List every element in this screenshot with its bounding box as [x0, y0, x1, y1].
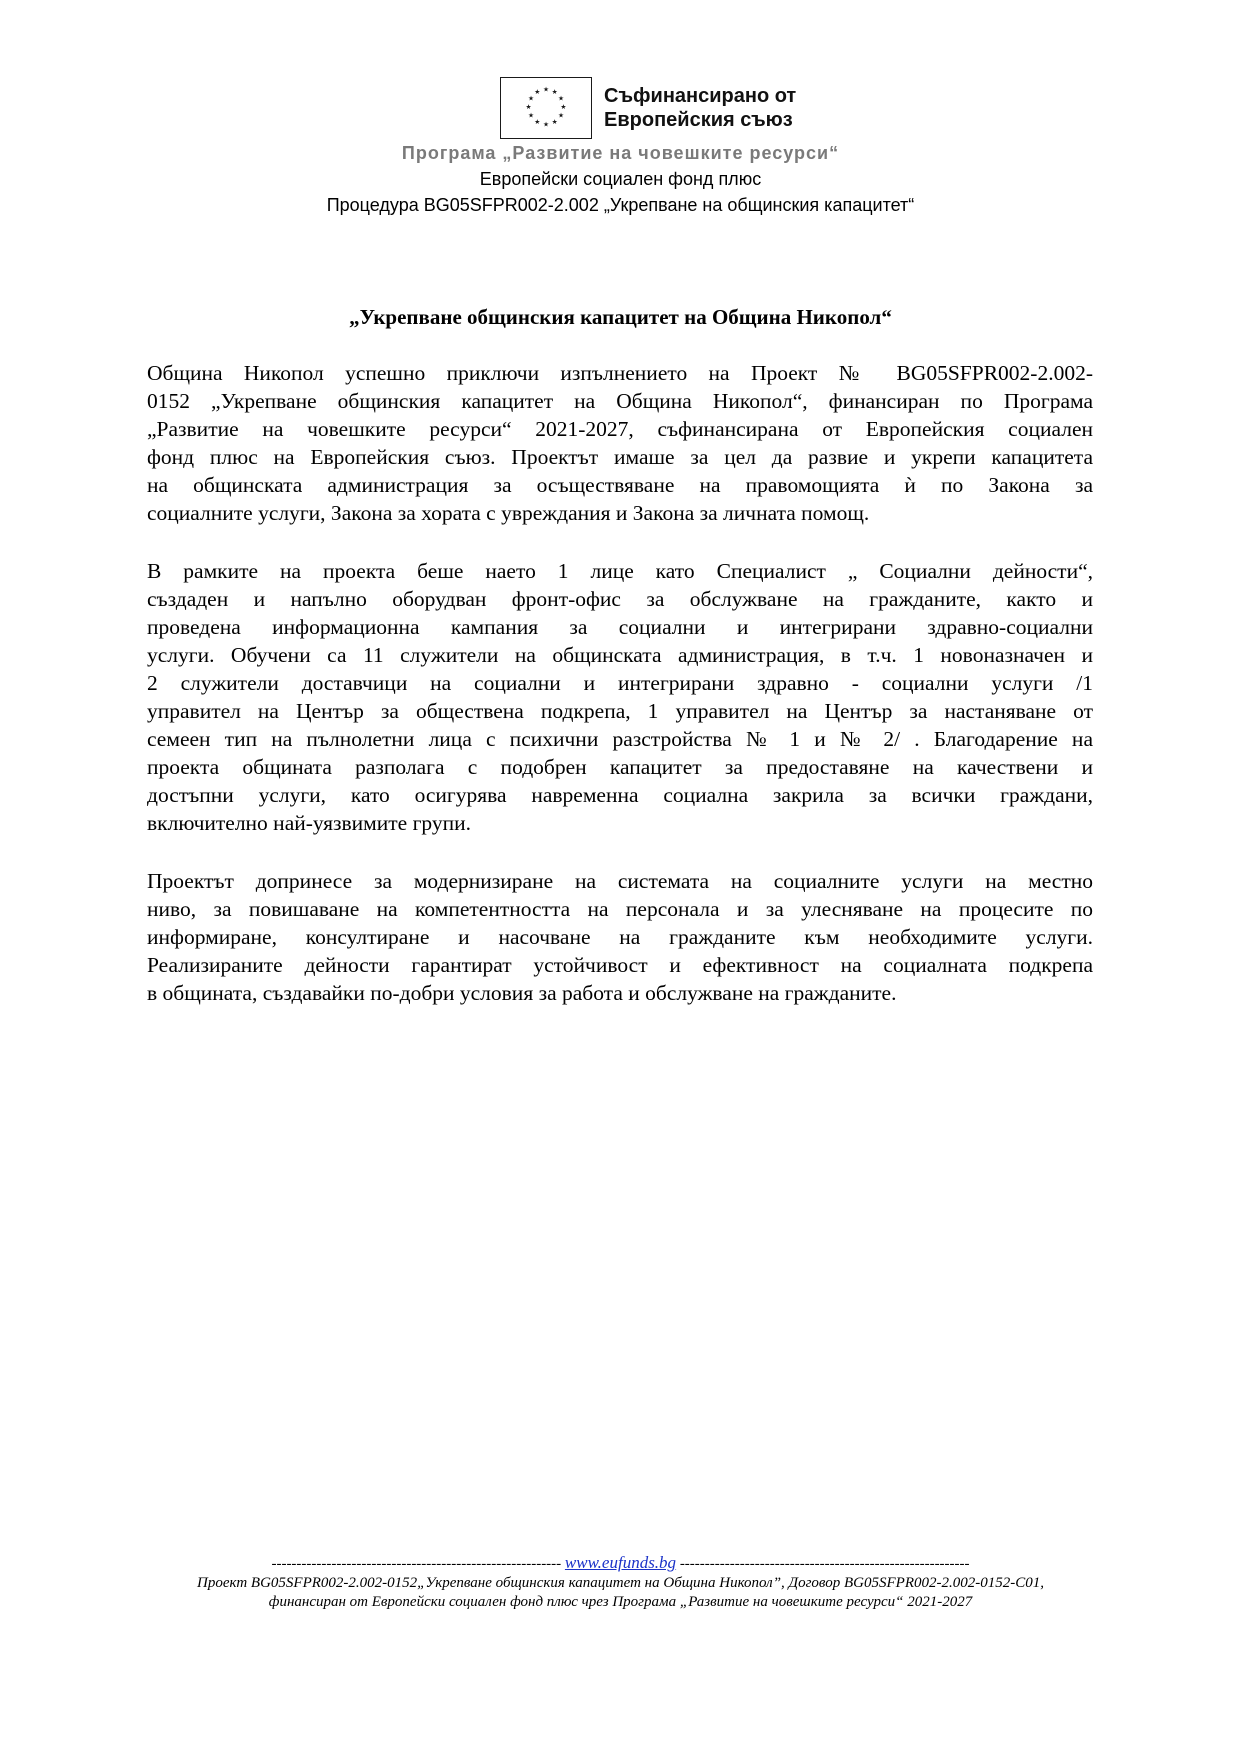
- document-title: „Укрепване общинския капацитет на Община Никопол“: [349, 305, 892, 329]
- footer-rule-left: ----------------------------------------------------------: [271, 1556, 562, 1572]
- footer-note-line-2: финансиран от Европейски социален фонд плюс чрез Програма „Развитие на човешките ресурси“ 2021-2027: [268, 1594, 973, 1610]
- paragraph-line: Община Никопол успешно приключи изпълнението на Проект № BG05SFPR002-2.002-: [147, 361, 1093, 385]
- svg-text:★: ★: [542, 120, 550, 129]
- paragraph-line: на общинската администрация за осъществяване на правомощията ѝ по Закона за: [147, 473, 1093, 497]
- paragraph-line: достъпни услуги, като осигурява навременна социална закрила за всички граждани,: [147, 783, 1093, 807]
- cofinanced-label: [604, 84, 796, 132]
- paragraph-line: управител на Център за обществена подкрепа, 1 управител на Център за настаняване от: [147, 699, 1093, 723]
- svg-text:★: ★: [527, 94, 535, 103]
- paragraph-line: услуги. Обучени са 11 служители на общинската администрация, в т.ч. 1 новоназначен и: [147, 643, 1093, 667]
- paragraph-line: фонд плюс на Европейския съюз. Проектът имаше за цел да развие и укрепи капацитета: [147, 445, 1093, 469]
- svg-text:★: ★: [525, 102, 532, 111]
- fund-name: Европейски социален фонд плюс: [479, 169, 762, 189]
- page-footer: [0, 1553, 1241, 1612]
- eufunds-link[interactable]: www.eufunds.bg: [564, 1553, 677, 1572]
- paragraph-line: семеен тип на пълнолетни лица с психични разстройства № 1 и № 2/ . Благодарение на: [147, 727, 1093, 751]
- paragraph-line: проведена информационна кампания за социални и интегрирани здравно-социални: [147, 615, 1093, 639]
- paragraph-line: в общината, създавайки по-добри условия за работа и обслужване на гражданите.: [147, 981, 897, 1005]
- paragraph-line: ниво, за повишаване на компетентността на персонала и за улесняване на процесите по: [147, 897, 1093, 921]
- svg-text:★: ★: [527, 111, 535, 120]
- paragraph-1: [147, 359, 1093, 527]
- paragraph-2: [147, 557, 1093, 837]
- paragraph-line: информиране, консултиране и насочване на гражданите към необходимите услуги.: [147, 925, 1093, 949]
- paragraph-line: социалните услуги, Закона за хората с увреждания и Закона за личната помощ.: [147, 501, 870, 525]
- svg-text:★: ★: [551, 87, 558, 96]
- footer-rule-right: ----------------------------------------------------------: [679, 1556, 970, 1572]
- paragraph-line: включително най-уязвимите групи.: [147, 811, 472, 835]
- footer-rule: [0, 1553, 1241, 1574]
- paragraph-line: Проектът допринесе за модернизиране на системата на социалните услуги на местно: [147, 869, 1093, 893]
- paragraph-3: [147, 867, 1093, 1007]
- svg-text:★: ★: [542, 85, 550, 94]
- paragraph-line: проекта общината разполага с подобрен капацитет за предоставяне на качествени и: [147, 755, 1093, 779]
- cofinanced-line-2: Европейския съюз: [604, 109, 793, 131]
- document-body: [147, 359, 1093, 1037]
- svg-text:★: ★: [557, 94, 565, 103]
- program-name: Програма „Развитие на човешките ресурси“: [401, 143, 840, 163]
- paragraph-line: В рамките на проекта беше наето 1 лице като Специалист „ Социални дейности“,: [147, 559, 1093, 583]
- paragraph-line: 0152 „Укрепване общинския капацитет на Община Никопол“, финансиран по Програма: [147, 389, 1093, 413]
- svg-text:★: ★: [534, 87, 541, 96]
- eu-stars-icon: [501, 78, 591, 138]
- paragraph-line: Реализираните дейности гарантират устойчивост и ефективност на социалната подкрепа: [147, 953, 1093, 977]
- svg-text:★: ★: [557, 111, 565, 120]
- procedure-name: Процедура BG05SFPR002-2.002 „Укрепване на общинския капацитет“: [326, 195, 915, 215]
- svg-text:★: ★: [534, 117, 541, 126]
- paragraph-line: създаден и напълно оборудван фронт-офис за обслужване на гражданите, както и: [147, 587, 1093, 611]
- svg-text:★: ★: [560, 102, 567, 111]
- footer-note-line-1: Проект BG05SFPR002-2.002-0152„Укрепване общинския капацитет на Община Никопол”, Договор BG05SFPR002-2.002-0152-C01,: [197, 1575, 1044, 1591]
- cofinanced-line-1: Съфинансирано от: [604, 85, 797, 107]
- paragraph-line: „Развитие на човешките ресурси“ 2021-2027, съфинансирана от Европейския социален: [147, 417, 1093, 441]
- svg-text:★: ★: [551, 117, 558, 126]
- paragraph-line: 2 служители доставчици на социални и интегрирани здравно - социални услуги /1: [147, 671, 1093, 695]
- eu-flag-logo: [500, 77, 592, 139]
